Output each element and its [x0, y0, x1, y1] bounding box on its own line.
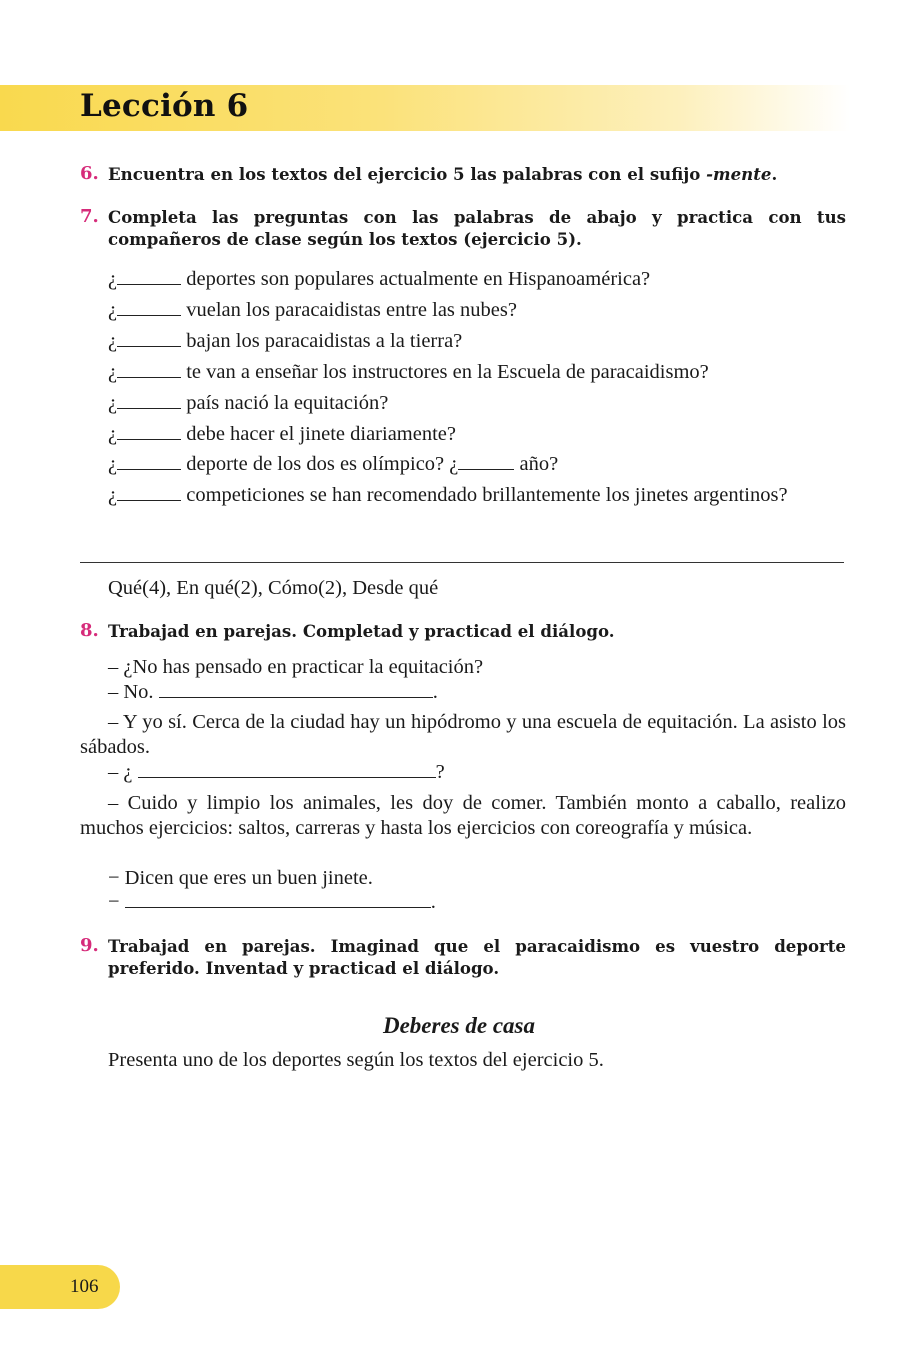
dialog-line: – No. . [108, 681, 438, 703]
answer-blank[interactable] [117, 423, 181, 440]
answer-blank[interactable] [125, 891, 431, 908]
exercise-number: 7. [80, 206, 99, 227]
page-number-tab [0, 1265, 120, 1309]
answer-blank[interactable] [117, 484, 181, 501]
homework-text: Presenta uno de los deportes según los textos del ejercicio 5. [108, 1049, 604, 1071]
dialog-line: − . [108, 891, 436, 913]
exercise-instruction: Encuentra en los textos del ejercicio 5 las palabras con el sufijo -mente. [108, 164, 778, 184]
answer-blank[interactable] [117, 330, 181, 347]
answer-blank[interactable] [117, 392, 181, 409]
suffix-term: -mente [706, 164, 772, 184]
dialog-line: − Dicen que eres un buen jinete. [108, 867, 373, 889]
exercise-7 [80, 206, 846, 250]
homework-title: Deberes de casa [382, 1013, 535, 1038]
exercise-instruction: Trabajad en parejas. Imaginad que el paracaidismo es vuestro deporte preferido. Inventad y practicad el diálogo. [108, 936, 846, 978]
exercise-instruction: Trabajad en parejas. Completad y practicad el diálogo. [108, 621, 615, 641]
answer-blank[interactable] [138, 761, 436, 778]
answer-blank[interactable] [117, 361, 181, 378]
answer-blank[interactable] [458, 453, 514, 470]
dialog-line: – ¿No has pensado en practicar la equitación? [108, 656, 484, 678]
answer-blank[interactable] [117, 268, 181, 285]
dialog-line: – Cuido y limpio los animales, les doy de comer. También monto a caballo, realizo muchos ejercicios: saltos, carreras y hasta los ejercicios con coreografía y música. [80, 792, 846, 839]
dialog-line: – ¿ ? [108, 761, 445, 783]
lesson-title: Lección 6 [80, 88, 249, 124]
question-item: ¿ debe hacer el jinete diariamente? [108, 423, 456, 445]
question-item: ¿ te van a enseñar los instructores en la Escuela de paracaidismo? [108, 361, 709, 383]
exercise-instruction: Completa las preguntas con las palabras de abajo y practica con tus compañeros de clase según los textos (ejercicio 5). [108, 207, 846, 249]
exercise-number: 6. [80, 163, 99, 184]
question-item: ¿ vuelan los paracaidistas entre las nubes? [108, 299, 517, 321]
question-item: ¿ deporte de los dos es olímpico? ¿ año? [108, 453, 559, 475]
answer-blank[interactable] [117, 453, 181, 470]
dialog-line: – Y yo sí. Cerca de la ciudad hay un hipódromo y una escuela de equitación. La asisto los sábados. [80, 711, 846, 758]
exercise-9 [80, 935, 846, 979]
exercise-number: 9. [80, 935, 99, 956]
page-number: 106 [70, 1276, 99, 1297]
answer-blank[interactable] [159, 681, 433, 698]
divider-line [80, 562, 844, 563]
question-item: ¿ bajan los paracaidistas a la tierra? [108, 330, 463, 352]
answer-blank[interactable] [117, 299, 181, 316]
question-item: ¿ deportes son populares actualmente en Hispanoamérica? [108, 268, 651, 290]
question-item: ¿ competiciones se han recomendado brillantemente los jinetes argentinos? [108, 484, 788, 506]
exercise-6 [80, 163, 846, 185]
exercise-8 [80, 620, 846, 642]
exercise-number: 8. [80, 620, 99, 641]
question-item: ¿ país nació la equitación? [108, 392, 389, 414]
word-bank: Qué(4), En qué(2), Cómo(2), Desde qué [108, 577, 439, 599]
